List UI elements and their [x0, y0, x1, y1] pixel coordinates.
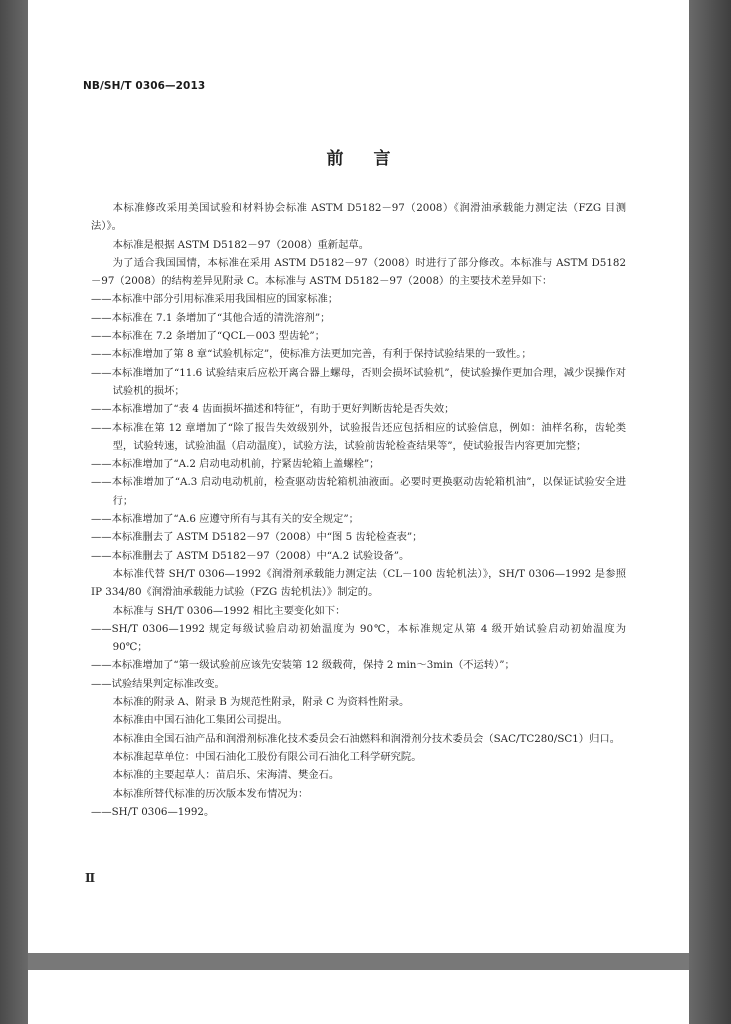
list-item: ——本标准增加了“表 4 齿面损坏描述和特征”，有助于更好判断齿轮是否失效； [91, 403, 455, 416]
paragraph: 本标准起草单位：中国石油化工股份有限公司石油化工科学研究院。 [112, 750, 422, 763]
paragraph: 本标准所替代标准的历次版本发布情况为： [112, 787, 309, 800]
paragraph: 本标准由中国石油化工集团公司提出。 [112, 714, 288, 727]
paragraph: 本标准由全国石油产品和润滑剂标准化技术委员会石油燃料和润滑剂分技术委员会（SAC/TC280/SC1）归口。 [112, 732, 620, 745]
page-title: 前言 [326, 149, 421, 169]
list-item: ——本标准在第 12 章增加了“除了报告失效级别外，试验报告还应包括相应的试验信息，例如：油样名称，齿轮类型，试验转速，试验油温（启动温度），试验方法，试验前齿轮检查结果等”，使试验报告内容更加完整； [91, 421, 626, 452]
viewer-frame-left [0, 0, 28, 1024]
paragraph: 本标准的附录 A、附录 B 为规范性附录，附录 C 为资料性附录。 [112, 696, 410, 709]
page-gap [28, 953, 689, 970]
page-number: Ⅱ [85, 871, 96, 885]
paragraph: 本标准修改采用美国试验和材料协会标准 ASTM D5182－97（2008）《润滑油承载能力测定法（FZG 目测法）》。 [91, 202, 626, 233]
list-item: ——本标准增加了“A.3 启动电动机前，检查驱动齿轮箱机油液面。必要时更换驱动齿轮箱机油”，以保证试验安全进行； [91, 476, 626, 507]
standard-code-header: NB/SH/T 0306—2013 [83, 80, 206, 92]
list-item: ——SH/T 0306—1992。 [91, 805, 215, 818]
list-item: ——本标准增加了“11.6 试验结束后应松开离合器上螺母，否则会损坏试验机”，使试验操作更加合理，减少误操作对试验机的损坏； [91, 366, 626, 397]
list-item: ——试验结果判定标准改变。 [91, 677, 225, 690]
list-item: ——本标准在 7.1 条增加了“其他合适的清洗溶剂”； [91, 311, 331, 324]
paragraph: 本标准代替 SH/T 0306—1992《润滑剂承载能力测定法（CL－100 齿轮机法）》，SH/T 0306—1992 是参照 IP 334/80《润滑油承载能力试验（FZG 齿轮机法）》制定的。 [91, 567, 626, 599]
list-item: ——本标准在 7.2 条增加了“QCL－003 型齿轮”； [91, 330, 325, 343]
foreword-body [91, 199, 626, 821]
viewer-frame-right [689, 0, 731, 1024]
document-page [28, 0, 689, 953]
list-item: ——本标准删去了 ASTM D5182－97（2008）中“A.2 试验设备”。 [91, 549, 410, 562]
list-item: ——本标准中部分引用标准采用我国相应的国家标准； [91, 293, 339, 306]
next-document-page [28, 970, 689, 1024]
paragraph: 本标准是根据 ASTM D5182－97（2008）重新起草。 [112, 238, 369, 251]
list-item: ——本标准增加了“第一级试验前应该先安装第 12 级载荷，保持 2 min～3min（不运转）”； [91, 659, 515, 672]
paragraph: 为了适合我国国情，本标准在采用 ASTM D5182－97（2008）时进行了部分修改。本标准与 ASTM D5182－97（2008）的结构差异见附录 C。本标准与 ASTM D5182－97（2008）的主要技术差异如下： [91, 256, 626, 288]
list-item: ——SH/T 0306—1992 规定每级试验启动初始温度为 90℃，本标准规定从第 4 级开始试验启动初始温度为 90℃； [91, 622, 626, 654]
list-item: ——本标准增加了“A.2 启动电动机前，拧紧齿轮箱上盖螺栓”； [91, 458, 380, 471]
list-item: ——本标准删去了 ASTM D5182－97（2008）中“图 5 齿轮检查表”； [91, 531, 423, 544]
paragraph: 本标准与 SH/T 0306—1992 相比主要变化如下： [112, 604, 346, 617]
list-item: ——本标准增加了“A.6 应遵守所有与其有关的安全规定”； [91, 513, 359, 526]
list-item: ——本标准增加了第 8 章“试验机标定”，使标准方法更加完善，有利于保持试验结果的一致性。； [91, 348, 532, 361]
paragraph: 本标准的主要起草人：苗启乐、宋海清、樊金石。 [112, 769, 340, 782]
